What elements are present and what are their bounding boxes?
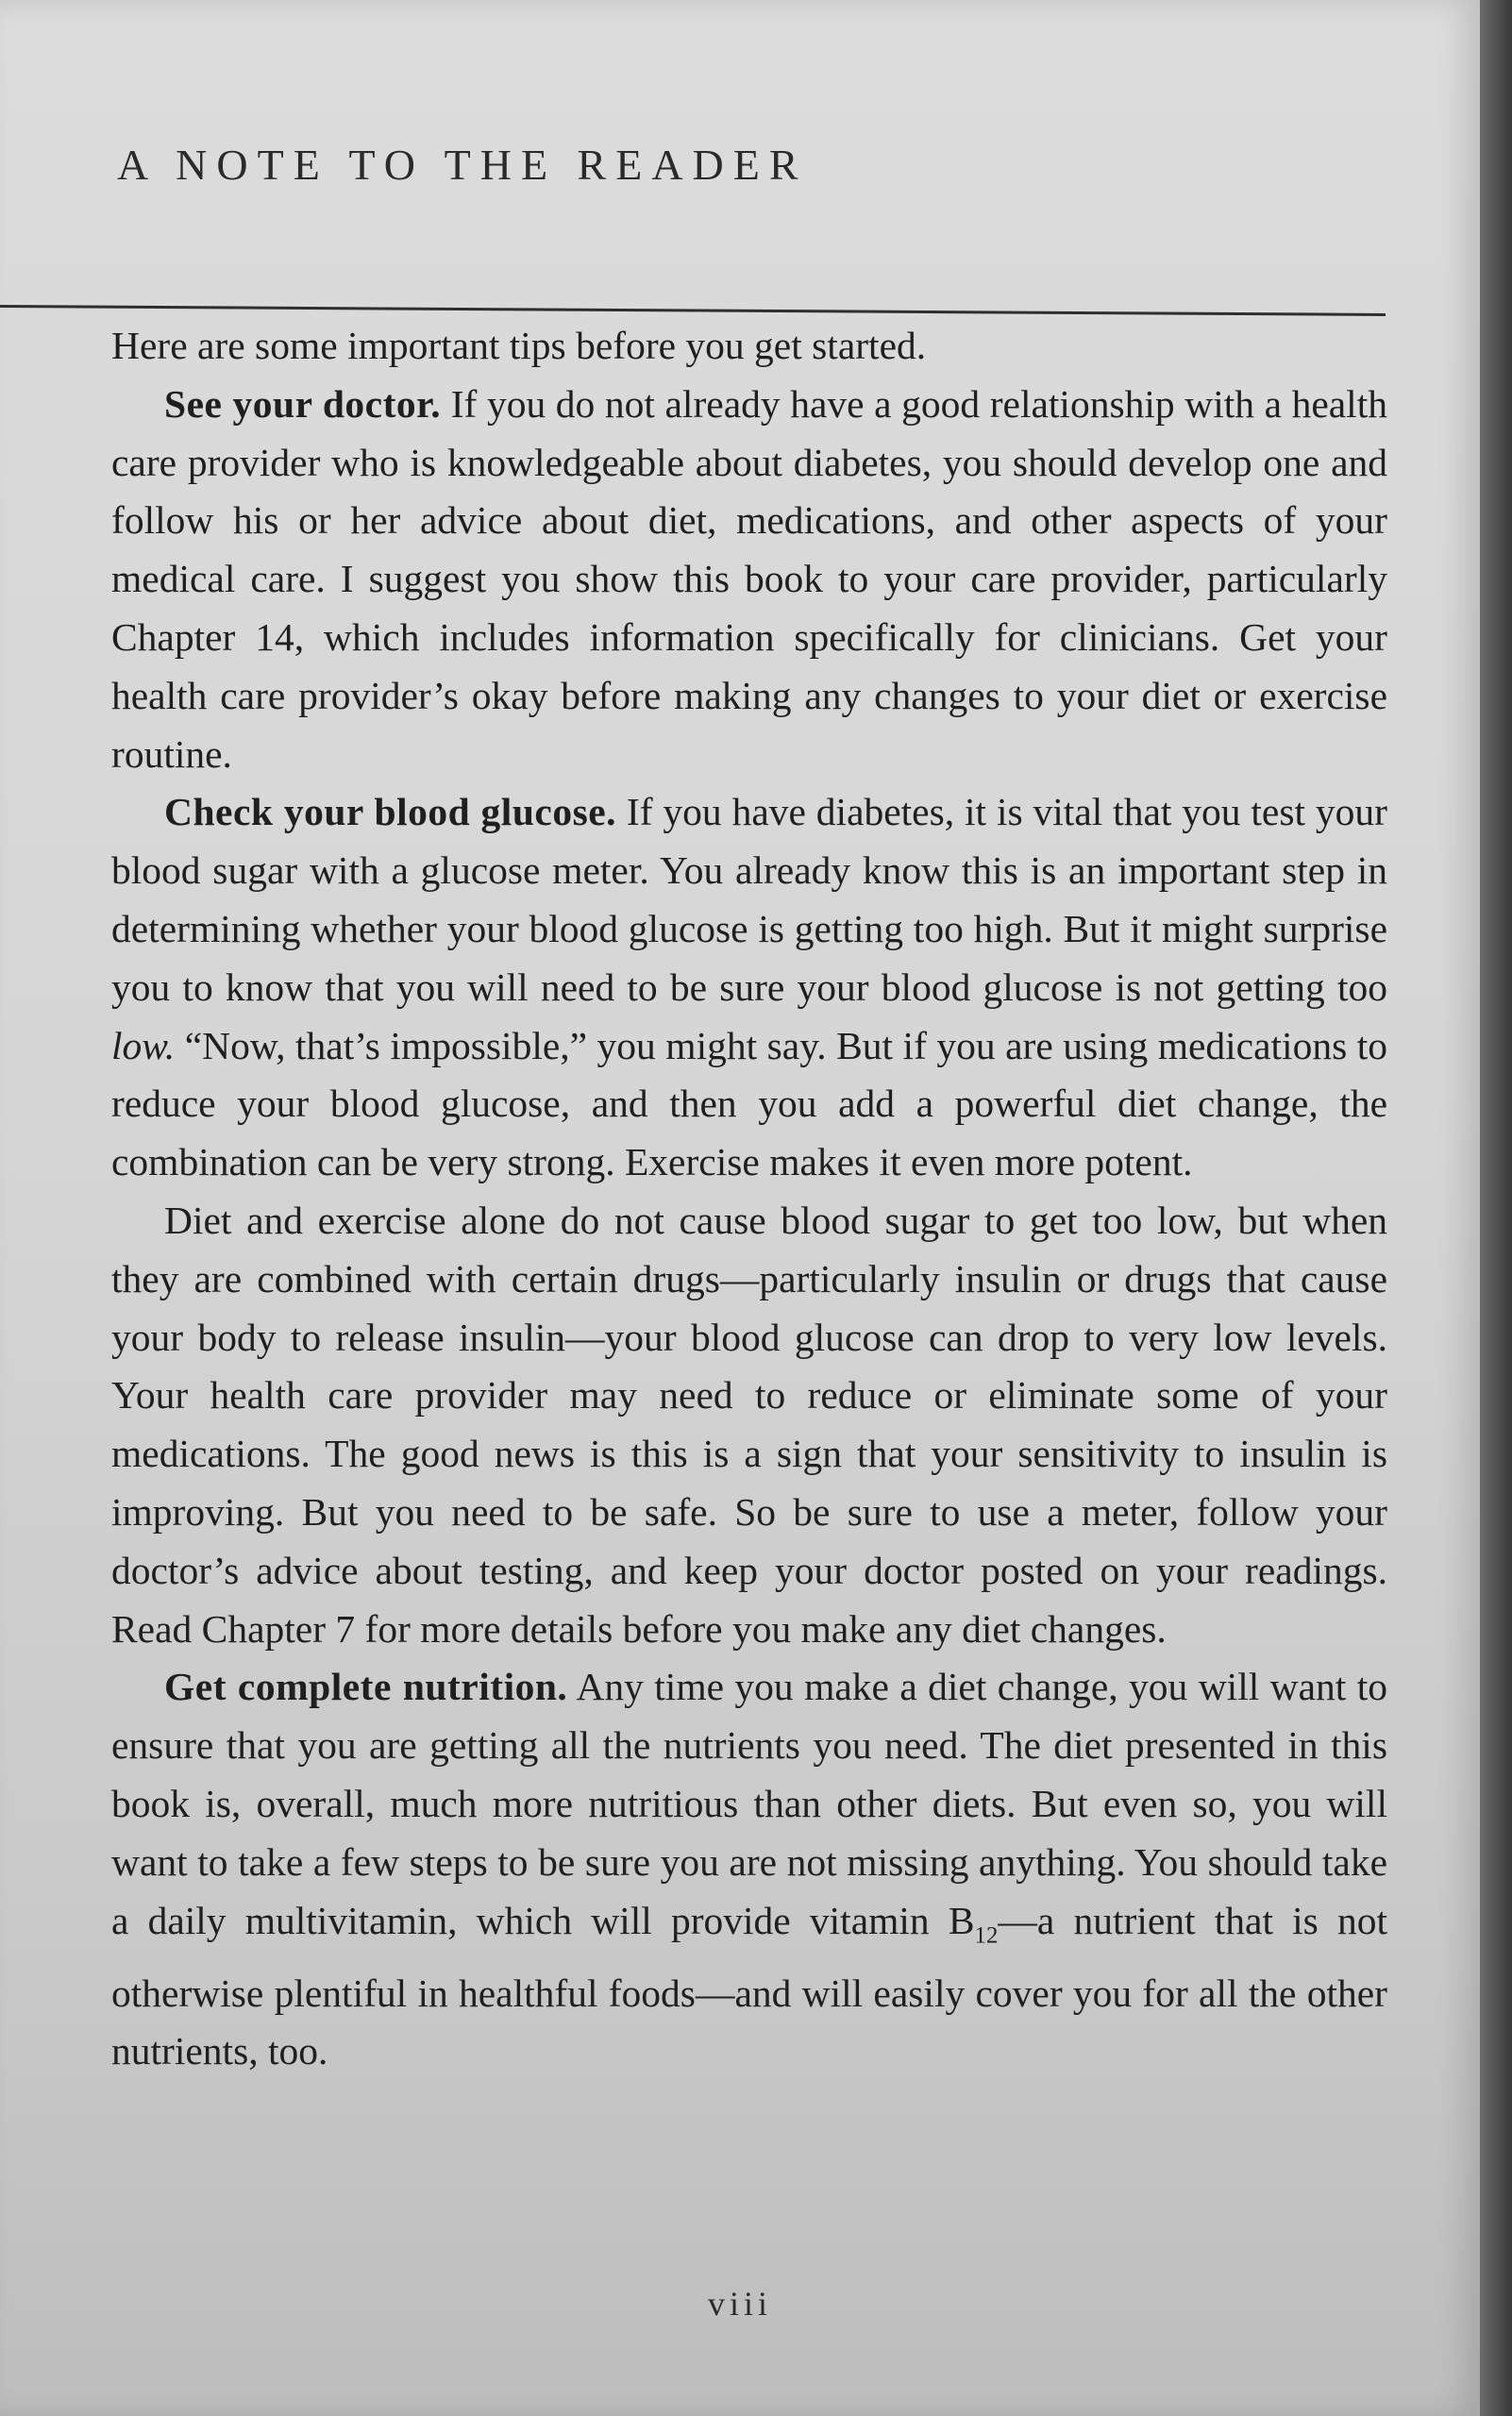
paragraph-check-glucose: [111, 783, 1387, 1192]
run-in-heading: See your doctor.: [164, 381, 442, 426]
paragraph-text: If you have diabetes, it is vital that you test your blood sugar with a glucose meter. You already know this is an important step in determining whether your blood glucose is getting too high. But it might surprise you to know that you will need to be sure your blood glucose is not getting too: [111, 790, 1387, 1009]
page-edge-shadow: [1480, 0, 1512, 2416]
paragraph-text: “Now, that’s impossible,” you might say. But if you are using medications to reduce your blood glucose, and then you add a powerful diet change, the combination can be very strong. Exercise makes it even more potent.: [111, 1023, 1387, 1184]
paragraph-nutrition: [111, 1658, 1387, 2081]
paragraph-text: —a nutrient that is not otherwise plentiful in healthful foods—and will easily cover you for all the other nutrients, too.: [111, 1898, 1387, 2073]
italic-emphasis: low.: [111, 1023, 176, 1067]
paragraph-see-doctor: [111, 376, 1387, 784]
intro-paragraph: Here are some important tips before you get started.: [111, 324, 927, 367]
header-rule: [0, 305, 1386, 316]
paragraph-diet-exercise: Diet and exercise alone do not cause blood sugar to get too low, but when they are combined with certain drugs—particularly insulin or drugs that cause your body to release insulin—your blood glucose can drop to very low levels. Your health care provider may need to reduce or eliminate some of your medications. The good news is this is a sign that your sensitivity to insulin is improving. But you need to be safe. So be sure to use a meter, follow your doctor’s advice about testing, and keep your doctor posted on your readings. Read Chapter 7 for more details before you make any diet changes.: [111, 1198, 1387, 1651]
run-in-heading: Check your blood glucose.: [164, 790, 617, 834]
subscript: 12: [974, 1921, 999, 1948]
paragraph-text: Any time you make a diet change, you will want to ensure that you are getting all the nutrients you need. The diet presented in this book is, overall, much more nutritious than other diets. But even so, you will want to take a few steps to be sure you are not missing anything. You should take a daily multivitamin, which will provide vitamin B: [111, 1665, 1388, 1942]
paragraph-text: If you do not already have a good relationship with a health care provider who is knowledgeable about diabetes, you should develop one and follow his or her advice about diet, medications, and other aspects of your medical care. I suggest you show this book to your care provider, particularly Chapter 14, which includes information specifically for clinicians. Get your health care provider’s okay before making any changes to your diet or exercise routine.: [111, 381, 1387, 776]
body-text: [111, 317, 1387, 2081]
run-in-heading: Get complete nutrition.: [164, 1665, 568, 1709]
running-head: A NOTE TO THE READER: [117, 141, 808, 189]
page-number: viii: [707, 2285, 772, 2323]
